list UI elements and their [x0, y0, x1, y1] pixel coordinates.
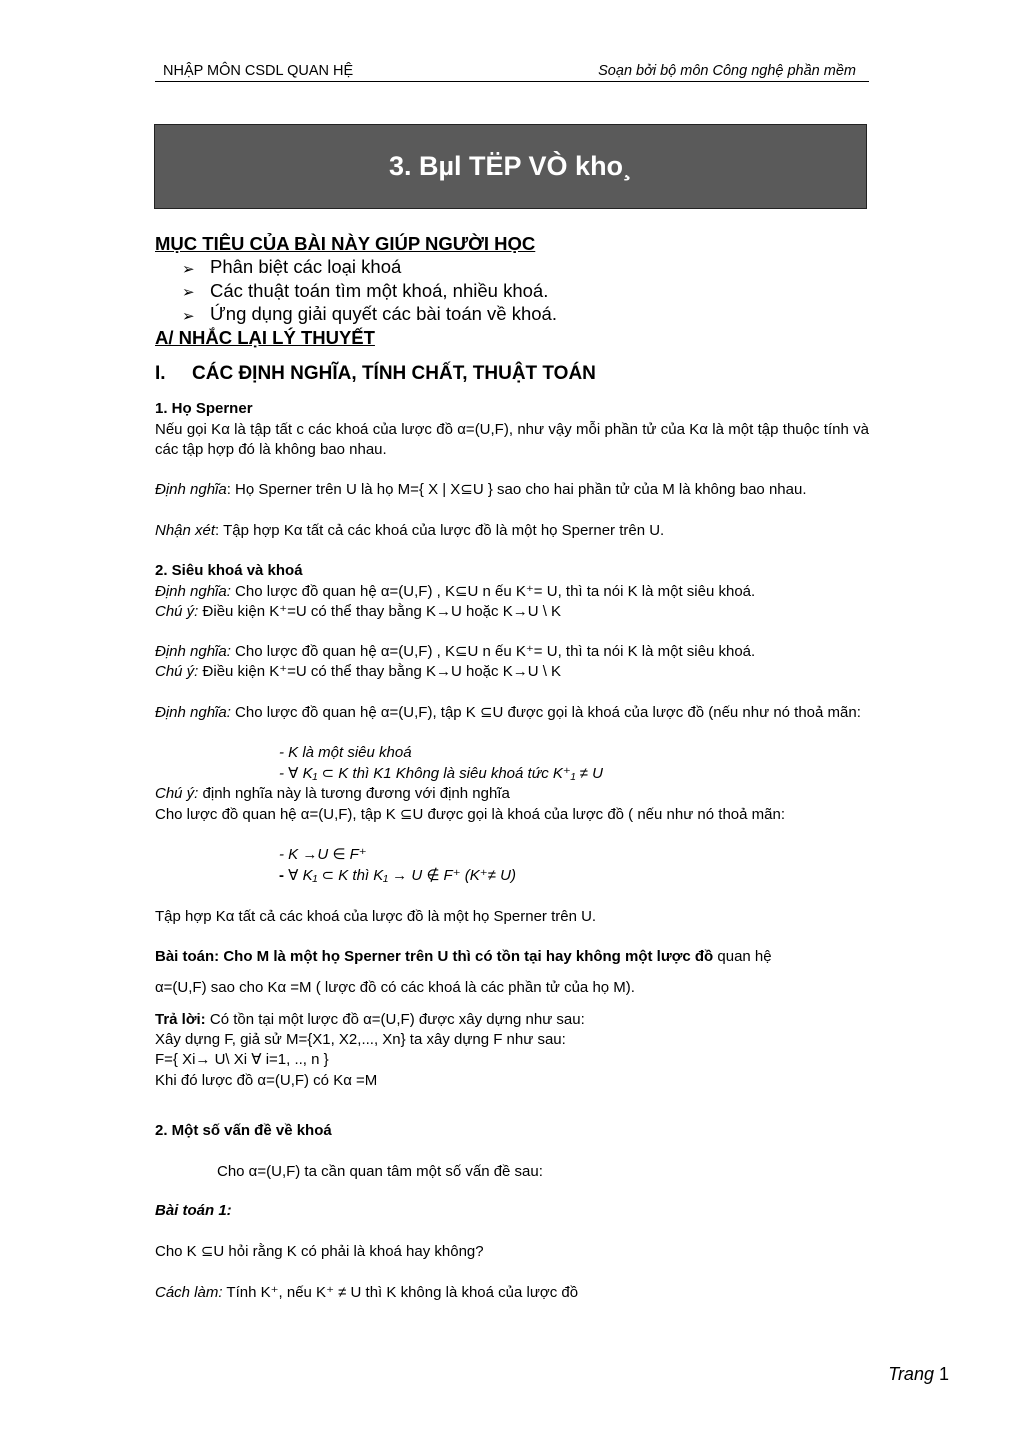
objective-item: Phân biệt các loại khoá	[210, 256, 402, 277]
objective-item: Ứng dụng giải quyết các bài toán về khoá.	[210, 303, 557, 324]
key-condition-1: - K là một siêu khoá	[279, 744, 412, 761]
definition-text: Cho lược đồ quan hệ α=(U,F), tập K ⊆U được gọi là khoá của lược đồ (nếu như nó thoả mãn:	[230, 704, 861, 721]
note-text: Điều kiện K⁺=U có thể thay bằng K→U hoặc K→U \ K	[198, 663, 562, 680]
answer	[155, 1010, 585, 1030]
sperner-intro: Nếu gọi Kα là tập tất c các khoá của lược đồ α=(U,F), như vậy mỗi phần tử của Kα là một tập thuộc tính và các tập hợp đó là không bao nhau.	[155, 421, 869, 458]
superkey-note-repeat	[155, 662, 561, 682]
note-text: định nghĩa này là tương đương với định nghĩa	[198, 785, 510, 802]
answer-line: Khi đó lược đồ α=(U,F) có Kα =M	[155, 1072, 378, 1089]
equivalent-key-definition: Cho lược đồ quan hệ α=(U,F), tập K ⊆U được gọi là khoá của lược đồ ( nếu như nó thoả mãn:	[155, 806, 785, 823]
problem-statement	[155, 947, 772, 967]
section-i-number: I.	[155, 363, 166, 384]
section-i-title: CÁC ĐỊNH NGHĨA, TÍNH CHẤT, THUẬT TOÁN	[192, 363, 596, 384]
note-label: Chú ý:	[155, 663, 199, 680]
sperner-definition	[155, 480, 869, 500]
definition-label: Định nghĩa:	[155, 704, 231, 721]
note-label: Chú ý:	[155, 603, 199, 620]
equivalence-note	[155, 784, 510, 804]
page-label: Trang	[888, 1364, 934, 1384]
definition-label: Định nghĩa:	[155, 643, 231, 660]
definition-text: Cho lược đồ quan hệ α=(U,F) , K⊆U n ếu K⁺= U, thì ta nói K là một siêu khoá.	[230, 583, 756, 600]
key-definition	[155, 703, 869, 723]
sperner-family-note: Tập hợp Kα tất cả các khoá của lược đồ là một họ Sperner trên U.	[155, 908, 597, 925]
header-course-title: NHẬP MÔN CSDL QUAN HỆ	[163, 63, 354, 79]
sperner-remark	[155, 521, 664, 541]
bullet-arrow-icon: ➢	[182, 261, 195, 278]
sperner-heading: 1. Họ Sperner	[155, 400, 253, 417]
superkey-heading: 2. Siêu khoá và khoá	[155, 562, 303, 579]
answer-label: Trả lời:	[155, 1011, 206, 1028]
superkey-definition-repeat	[155, 642, 755, 662]
definition-label: Định nghĩa	[155, 481, 227, 498]
note-label: Chú ý:	[155, 785, 199, 802]
method	[155, 1283, 578, 1303]
chapter-banner	[154, 124, 867, 209]
problem-1-text: Cho K ⊆U hỏi rằng K có phải là khoá hay không?	[155, 1243, 484, 1260]
chapter-title: 3. Bµl TËP VÒ kho¸	[388, 151, 633, 181]
definition-text: Cho lược đồ quan hệ α=(U,F) , K⊆U n ếu K⁺= U, thì ta nói K là một siêu khoá.	[230, 643, 756, 660]
note-text: Điều kiện K⁺=U có thể thay bằng K→U hoặc K→U \ K	[198, 603, 562, 620]
superkey-note	[155, 602, 561, 622]
key-condition-4	[279, 866, 516, 886]
answer-line: Xây dựng F, giả sử M={X1, X2,..., Xn} ta xây dựng F như sau:	[155, 1031, 566, 1048]
method-text: Tính K⁺, nếu K⁺ ≠ U thì K không là khoá của lược đồ	[222, 1284, 579, 1301]
header-author: Soạn bởi bộ môn Công nghệ phần mềm	[598, 63, 856, 79]
definition-label: Định nghĩa:	[155, 583, 231, 600]
superkey-definition	[155, 582, 755, 602]
definition-text: : Họ Sperner trên U là họ M={ X | X⊆U } sao cho hai phần tử của M là không bao nhau.	[226, 481, 807, 498]
issues-intro: Cho α=(U,F) ta cần quan tâm một số vấn đề sau:	[217, 1163, 543, 1180]
problem-rest: quan hệ	[713, 948, 772, 965]
objective-item: Các thuật toán tìm một khoá, nhiều khoá.	[210, 280, 549, 301]
problem-bold: Bài toán: Cho M là một họ Sperner trên U thì có tồn tại hay không một lược đồ	[155, 948, 714, 965]
objectives-heading: MỤC TIÊU CỦA BÀI NÀY GIÚP NGƯỜI HỌC	[155, 233, 536, 254]
condition-dash: -	[279, 867, 284, 884]
bullet-arrow-icon: ➢	[182, 284, 195, 301]
method-label: Cách làm:	[155, 1284, 223, 1301]
key-condition-3: - K →U ∈ F⁺	[279, 846, 367, 863]
issues-heading: 2. Một số vấn đề về khoá	[155, 1122, 332, 1139]
problem-statement-cont: α=(U,F) sao cho Kα =M ( lược đồ có các khoá là các phần tử của họ M).	[155, 979, 635, 996]
answer-text: Có tồn tại một lược đồ α=(U,F) được xây dựng như sau:	[205, 1011, 585, 1028]
remark-label: Nhận xét	[155, 522, 216, 539]
answer-line: F={ Xi→ U\ Xi ∀ i=1, .., n }	[155, 1051, 329, 1068]
remark-text: : Tập hợp Kα tất cả các khoá của lược đồ là một họ Sperner trên U.	[215, 522, 665, 539]
condition-text: ∀ K₁ ⊂ K thì K₁ → U ∉ F⁺ (K⁺≠ U)	[284, 867, 516, 884]
section-a-heading: A/ NHẮC LẠI LÝ THUYẾT	[155, 327, 375, 348]
header-divider	[155, 81, 869, 82]
key-condition-2: - ∀ K₁ ⊂ K thì K1 Không là siêu khoá tức K⁺₁ ≠ U	[279, 765, 603, 782]
page-value: 1	[938, 1364, 949, 1384]
page-number	[888, 1364, 949, 1385]
problem-1-heading: Bài toán 1:	[155, 1202, 232, 1219]
bullet-arrow-icon: ➢	[182, 308, 195, 325]
